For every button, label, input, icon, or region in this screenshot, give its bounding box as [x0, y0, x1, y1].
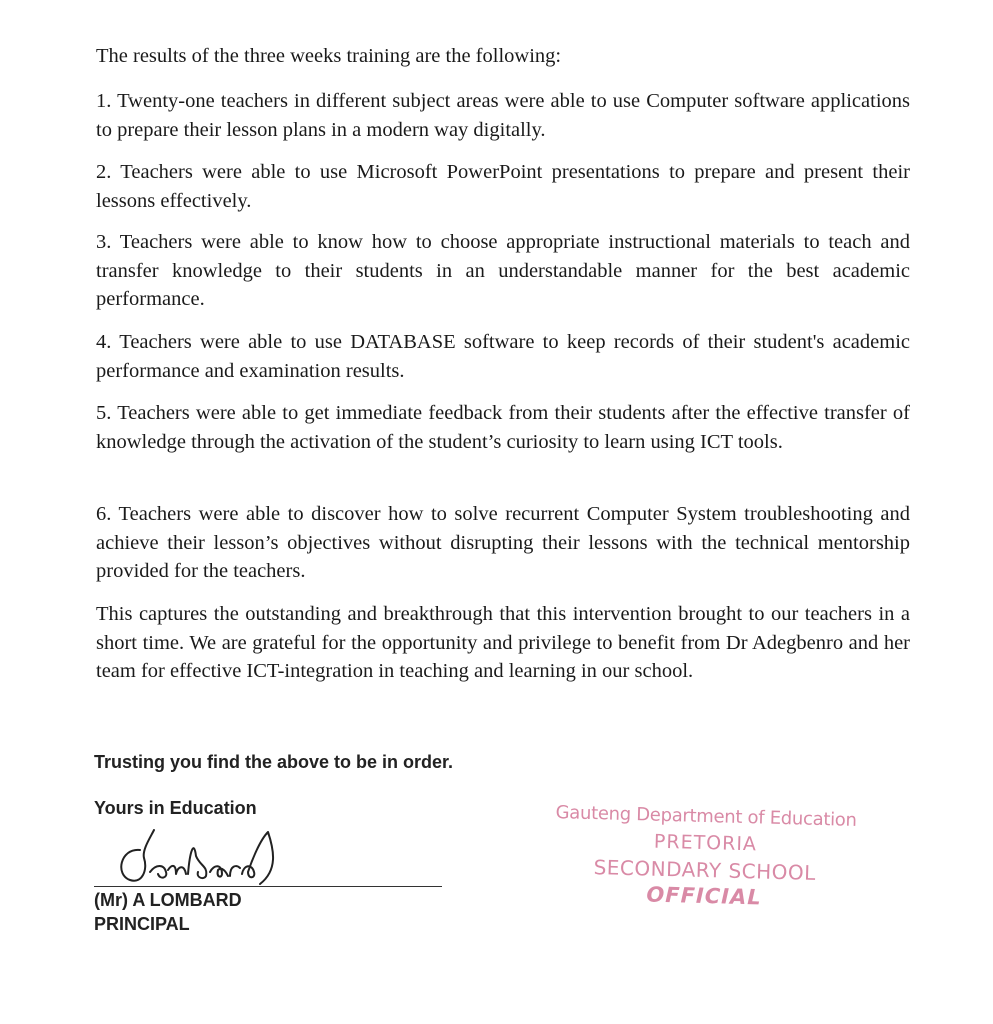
- stamp-line-official: OFFICIAL: [646, 882, 762, 910]
- result-item-6: 6. Teachers were able to discover how to solve recurrent Computer System troubleshooting and achieve their lesson’s objectives without disrupting their lessons with the technical mentorship provided for the teachers.: [96, 503, 910, 582]
- result-item-5: 5. Teachers were able to get immediate feedback from their students after the effective transfer of knowledge through the activation of the student’s curiosity to learn using ICT tools.: [96, 402, 910, 453]
- signatory-title: PRINCIPAL: [94, 914, 190, 934]
- trusting-line: Trusting you find the above to be in order.: [94, 752, 454, 772]
- result-item-3: 3. Teachers were able to know how to choose appropriate instructional materials to teach and transfer knowledge to their students in an understandable manner for the best academic performance.: [96, 231, 910, 310]
- closing-paragraph: This captures the outstanding and breakthrough that this intervention brought to our teachers in a short time. We are grateful for the opportunity and privilege to benefit from Dr Adegbenro and her team for effective ICT-integration in teaching and learning in our school.: [96, 603, 910, 682]
- official-stamp: [538, 796, 871, 925]
- intro-paragraph: The results of the three weeks training are the following:: [96, 45, 562, 67]
- result-item-2: 2. Teachers were able to use Microsoft PowerPoint presentations to prepare and present their lessons effectively.: [96, 161, 910, 212]
- salutation: Yours in Education: [94, 798, 257, 818]
- stamp-line-city: PRETORIA: [653, 830, 758, 856]
- stamp-line-department: Gauteng Department of Education: [555, 802, 857, 831]
- signatory-name: (Mr) A LOMBARD: [94, 890, 242, 910]
- result-item-4: 4. Teachers were able to use DATABASE software to keep records of their student's academic performance and examination results.: [96, 331, 910, 382]
- result-item-1: 1. Twenty-one teachers in different subject areas were able to use Computer software applications to prepare their lesson plans in a modern way digitally.: [96, 90, 910, 141]
- handwritten-signature: [110, 820, 300, 900]
- stamp-line-school: SECONDARY SCHOOL: [593, 855, 817, 885]
- signature-line: [94, 886, 442, 887]
